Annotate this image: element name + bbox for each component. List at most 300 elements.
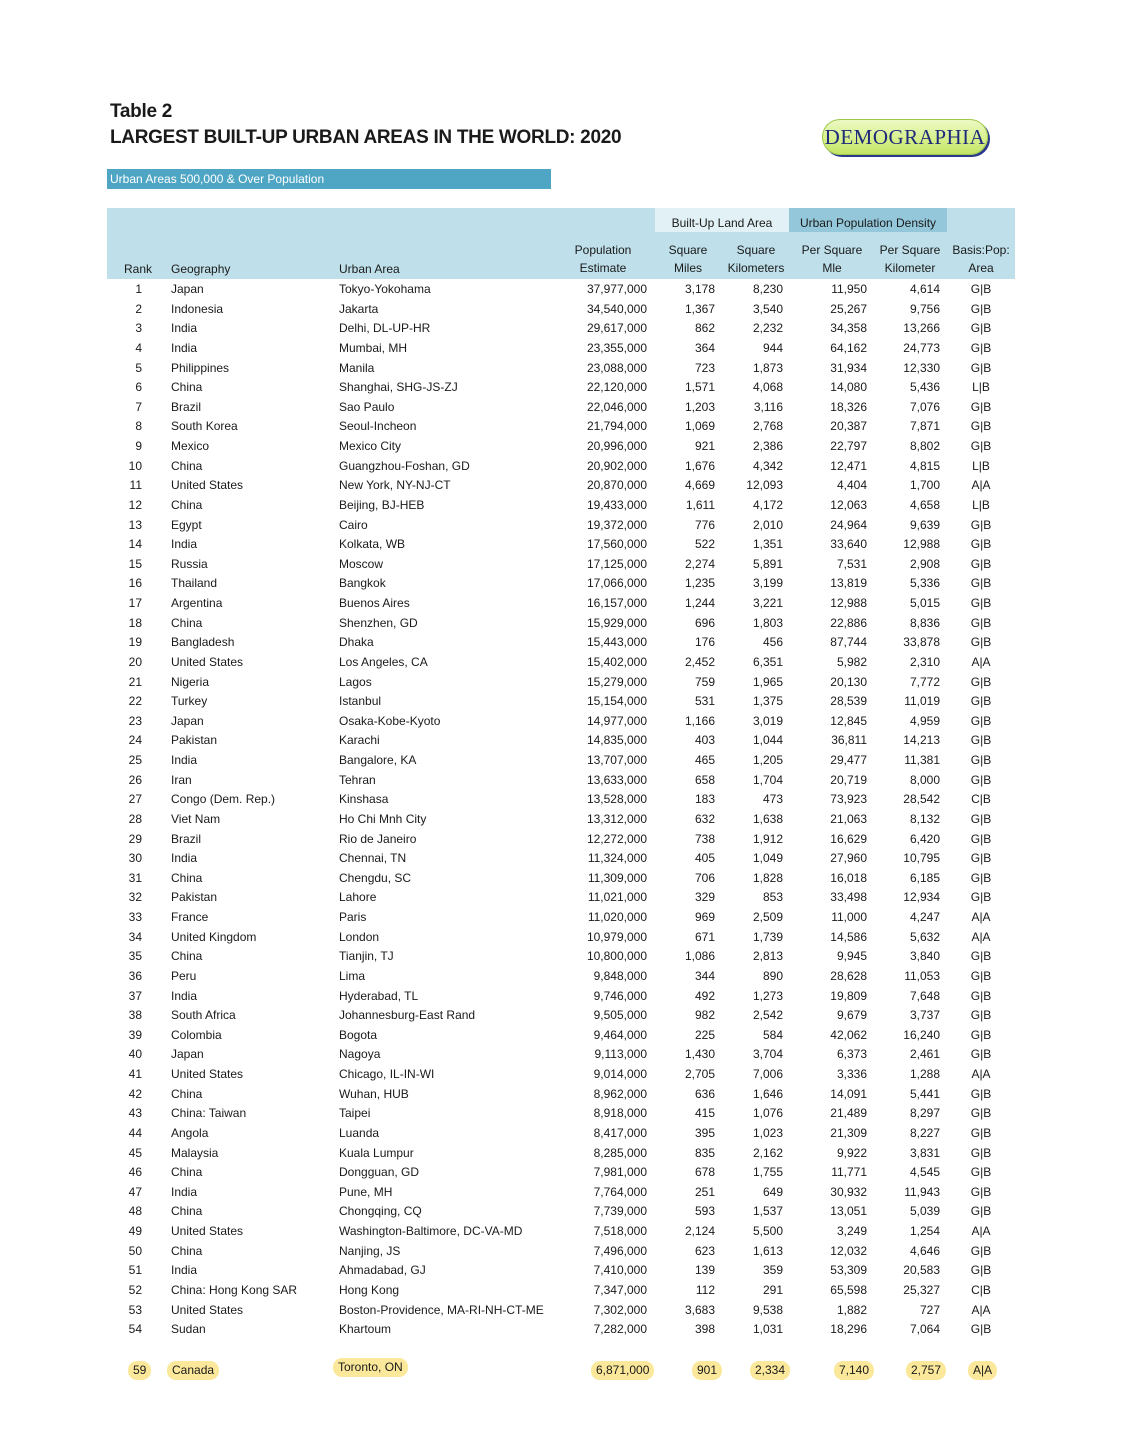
table-row bbox=[0, 594, 1122, 614]
cell-geography: Peru bbox=[171, 968, 197, 983]
cell-square-miles: 344 bbox=[694, 968, 715, 983]
cell-density-km: 13,266 bbox=[903, 321, 940, 336]
cell-density-km: 4,646 bbox=[909, 1243, 940, 1258]
cell-density-km: 6,420 bbox=[909, 831, 940, 846]
cell-geography: China bbox=[171, 1086, 203, 1101]
cell-basis: G|B bbox=[970, 537, 992, 552]
cell-geography: China bbox=[171, 1243, 203, 1258]
cell-square-miles: 112 bbox=[695, 1282, 715, 1297]
cell-square-miles: 492 bbox=[694, 988, 715, 1003]
cell-density-mile: 11,950 bbox=[831, 282, 867, 296]
col-header-square-miles-line2: Miles bbox=[673, 261, 702, 275]
cell-urban-area: London bbox=[339, 929, 380, 944]
cell-urban-area: Chongqing, CQ bbox=[339, 1204, 422, 1219]
cell-density-mile: 12,845 bbox=[830, 713, 867, 728]
cell-population: 9,464,000 bbox=[593, 1027, 647, 1042]
cell-density-km: 6,185 bbox=[909, 870, 940, 885]
cell-density-mile: 3,336 bbox=[836, 1067, 867, 1081]
cell-density-mile: 87,744 bbox=[830, 635, 867, 650]
cell-density-mile: 11,000 bbox=[831, 910, 867, 924]
cell-geography: Philippines bbox=[171, 360, 230, 375]
cell-square-km: 2,813 bbox=[752, 949, 783, 964]
cell-density-mile: 11,771 bbox=[831, 1165, 867, 1180]
cell-geography: South Korea bbox=[171, 419, 238, 434]
table-row bbox=[0, 1124, 1122, 1144]
table-row bbox=[0, 1104, 1122, 1124]
table-row bbox=[0, 319, 1122, 339]
cell-square-miles: 759 bbox=[694, 674, 715, 689]
cell-square-km: 1,044 bbox=[752, 733, 783, 748]
highlight-urban-area: Toronto, ON bbox=[333, 1358, 408, 1377]
cell-geography: Sudan bbox=[171, 1322, 206, 1337]
table-row bbox=[0, 1261, 1122, 1281]
cell-rank: 51 bbox=[128, 1263, 142, 1278]
cell-square-km: 890 bbox=[762, 968, 783, 983]
cell-density-km: 24,773 bbox=[903, 340, 940, 355]
cell-basis: L|B bbox=[972, 380, 990, 395]
table-row bbox=[0, 633, 1122, 653]
cell-rank: 23 bbox=[128, 713, 142, 728]
cell-urban-area: Istanbul bbox=[339, 694, 382, 709]
cell-square-km: 1,049 bbox=[752, 851, 783, 866]
cell-density-km: 4,545 bbox=[909, 1165, 940, 1180]
cell-rank: 16 bbox=[128, 576, 142, 591]
cell-population: 7,764,000 bbox=[593, 1184, 647, 1199]
table-row bbox=[0, 731, 1122, 751]
table-row bbox=[0, 574, 1122, 594]
cell-rank: 20 bbox=[128, 654, 142, 669]
col-header-density-mile-line2: Mle bbox=[822, 261, 842, 275]
cell-basis: G|B bbox=[970, 399, 992, 414]
cell-density-mile: 21,309 bbox=[830, 1125, 867, 1140]
cell-geography: Turkey bbox=[171, 694, 208, 709]
cell-density-km: 5,632 bbox=[909, 929, 940, 944]
col-header-density-km-line2: Kilometer bbox=[884, 261, 936, 275]
cell-density-mile: 20,719 bbox=[830, 772, 867, 787]
cell-geography: Japan bbox=[171, 1047, 204, 1062]
cell-rank: 11 bbox=[129, 478, 142, 493]
cell-basis: G|B bbox=[970, 419, 992, 434]
cell-square-miles: 723 bbox=[694, 360, 715, 375]
cell-density-mile: 14,586 bbox=[830, 929, 867, 944]
cell-basis: G|B bbox=[970, 517, 992, 532]
cell-density-mile: 21,489 bbox=[830, 1106, 867, 1121]
cell-square-km: 1,537 bbox=[752, 1204, 783, 1219]
cell-geography: United Kingdom bbox=[171, 929, 257, 944]
cell-basis: C|B bbox=[971, 1282, 991, 1297]
cell-geography: Viet Nam bbox=[171, 811, 221, 826]
cell-density-mile: 27,960 bbox=[830, 851, 867, 866]
table-row bbox=[0, 830, 1122, 850]
cell-density-km: 7,871 bbox=[909, 419, 940, 434]
cell-square-miles: 3,683 bbox=[684, 1302, 715, 1317]
cell-square-miles: 835 bbox=[694, 1145, 715, 1160]
cell-density-mile: 19,809 bbox=[830, 988, 867, 1003]
table-row bbox=[0, 359, 1122, 379]
cell-density-km: 11,019 bbox=[904, 694, 940, 709]
cell-rank: 30 bbox=[128, 851, 142, 866]
cell-population: 20,996,000 bbox=[586, 439, 647, 453]
cell-basis: G|B bbox=[970, 1184, 992, 1199]
cell-density-mile: 9,679 bbox=[836, 1008, 867, 1023]
table-row bbox=[0, 417, 1122, 437]
cell-urban-area: Kolkata, WB bbox=[339, 537, 406, 552]
table-row bbox=[0, 280, 1122, 300]
cell-rank: 4 bbox=[135, 340, 142, 355]
cell-square-km: 1,646 bbox=[752, 1086, 783, 1101]
cell-population: 9,113,000 bbox=[594, 1047, 647, 1062]
cell-square-miles: 1,676 bbox=[684, 458, 715, 473]
cell-urban-area: Washington-Baltimore, DC-VA-MD bbox=[339, 1224, 523, 1238]
cell-square-km: 584 bbox=[762, 1027, 783, 1042]
cell-square-miles: 225 bbox=[694, 1027, 715, 1042]
cell-geography: India bbox=[171, 1263, 198, 1278]
table-row bbox=[0, 888, 1122, 908]
cell-density-km: 2,461 bbox=[909, 1047, 940, 1062]
cell-urban-area: Tianjin, TJ bbox=[339, 949, 394, 964]
cell-population: 14,977,000 bbox=[586, 713, 647, 728]
cell-square-miles: 329 bbox=[694, 890, 715, 905]
table-row bbox=[0, 1026, 1122, 1046]
cell-square-miles: 623 bbox=[694, 1243, 715, 1258]
cell-geography: China bbox=[171, 497, 203, 512]
cell-square-miles: 1,086 bbox=[684, 949, 715, 964]
cell-urban-area: Shanghai, SHG-JS-ZJ bbox=[339, 380, 458, 395]
cell-density-km: 3,840 bbox=[909, 949, 940, 964]
cell-population: 15,154,000 bbox=[586, 694, 647, 709]
cell-density-km: 5,039 bbox=[909, 1204, 940, 1219]
cell-urban-area: Bangkok bbox=[339, 576, 386, 591]
cell-square-miles: 1,367 bbox=[684, 301, 715, 316]
cell-basis: A|A bbox=[971, 478, 991, 493]
cell-square-km: 2,010 bbox=[752, 517, 783, 532]
cell-square-km: 3,221 bbox=[752, 596, 783, 610]
cell-density-mile: 4,404 bbox=[836, 478, 867, 493]
table-row bbox=[0, 1144, 1122, 1164]
cell-basis: L|B bbox=[972, 458, 990, 473]
cell-geography: Nigeria bbox=[171, 674, 210, 689]
cell-urban-area: Pune, MH bbox=[339, 1184, 393, 1199]
cell-square-km: 1,638 bbox=[752, 811, 783, 826]
col-header-geography: Geography bbox=[171, 262, 231, 276]
cell-density-km: 9,756 bbox=[909, 301, 940, 316]
cell-basis: G|B bbox=[970, 949, 992, 964]
cell-basis: G|B bbox=[970, 439, 992, 453]
cell-population: 11,309,000 bbox=[587, 870, 647, 885]
cell-square-km: 8,230 bbox=[752, 282, 783, 296]
cell-density-km: 12,330 bbox=[903, 360, 940, 375]
cell-square-km: 2,768 bbox=[752, 419, 783, 434]
cell-population: 9,014,000 bbox=[593, 1067, 647, 1081]
cell-square-km: 1,273 bbox=[752, 988, 783, 1003]
cell-square-miles: 776 bbox=[694, 517, 715, 532]
table-row bbox=[0, 1281, 1122, 1301]
cell-geography: India bbox=[171, 340, 198, 355]
cell-population: 8,962,000 bbox=[593, 1086, 647, 1101]
cell-density-mile: 13,819 bbox=[830, 576, 867, 591]
cell-population: 14,835,000 bbox=[586, 733, 647, 748]
cell-density-mile: 12,063 bbox=[830, 497, 867, 512]
cell-square-miles: 636 bbox=[694, 1086, 715, 1101]
cell-geography: United States bbox=[171, 654, 244, 669]
cell-square-miles: 632 bbox=[694, 811, 715, 826]
cell-urban-area: Lima bbox=[339, 968, 366, 983]
cell-rank: 29 bbox=[128, 831, 142, 846]
table-row bbox=[0, 1183, 1122, 1203]
cell-urban-area: Mumbai, MH bbox=[339, 340, 408, 355]
cell-urban-area: Seoul-Incheon bbox=[339, 419, 417, 434]
cell-geography: Thailand bbox=[171, 576, 218, 591]
cell-square-miles: 678 bbox=[694, 1165, 715, 1180]
cell-rank: 24 bbox=[128, 733, 142, 748]
cell-basis: G|B bbox=[970, 360, 992, 375]
cell-population: 15,929,000 bbox=[586, 615, 647, 630]
cell-geography: Angola bbox=[171, 1125, 209, 1140]
cell-density-mile: 12,471 bbox=[830, 458, 867, 473]
cell-population: 7,981,000 bbox=[593, 1165, 647, 1180]
cell-basis: G|B bbox=[970, 1027, 992, 1042]
table-row bbox=[0, 378, 1122, 398]
cell-population: 7,496,000 bbox=[593, 1243, 647, 1258]
table-row bbox=[0, 1320, 1122, 1340]
cell-square-miles: 921 bbox=[694, 439, 715, 453]
cell-urban-area: Dongguan, GD bbox=[339, 1165, 420, 1180]
cell-urban-area: Tokyo-Yokohama bbox=[339, 282, 431, 296]
group-header-land-area: Built-Up Land Area bbox=[655, 208, 789, 232]
cell-density-km: 25,327 bbox=[903, 1282, 940, 1297]
cell-basis: G|B bbox=[970, 1008, 992, 1023]
cell-rank: 12 bbox=[128, 497, 142, 512]
cell-rank: 33 bbox=[128, 910, 142, 924]
cell-urban-area: Lagos bbox=[339, 674, 372, 689]
cell-square-km: 649 bbox=[762, 1184, 783, 1199]
cell-density-km: 8,802 bbox=[909, 439, 940, 453]
cell-urban-area: Guangzhou-Foshan, GD bbox=[339, 458, 470, 473]
cell-square-miles: 1,244 bbox=[684, 596, 715, 610]
cell-density-mile: 9,945 bbox=[836, 949, 867, 964]
cell-square-miles: 3,178 bbox=[684, 282, 715, 296]
table-row bbox=[0, 692, 1122, 712]
cell-rank: 36 bbox=[128, 968, 142, 983]
cell-basis: G|B bbox=[970, 340, 992, 355]
cell-geography: Iran bbox=[171, 772, 192, 787]
cell-geography: Indonesia bbox=[171, 301, 224, 316]
cell-square-miles: 531 bbox=[694, 694, 715, 709]
cell-basis: G|B bbox=[970, 811, 992, 826]
table-row bbox=[0, 1163, 1122, 1183]
cell-density-km: 4,614 bbox=[909, 282, 940, 296]
cell-population: 19,433,000 bbox=[586, 497, 647, 512]
cell-basis: G|B bbox=[970, 753, 992, 767]
highlight-rank: 59 bbox=[128, 1361, 151, 1380]
cell-density-mile: 14,091 bbox=[830, 1086, 867, 1101]
cell-rank: 17 bbox=[128, 596, 142, 610]
cell-square-km: 6,351 bbox=[752, 654, 783, 669]
cell-density-km: 14,213 bbox=[903, 733, 940, 748]
cell-geography: China bbox=[171, 615, 203, 630]
cell-density-km: 5,336 bbox=[909, 576, 940, 591]
cell-density-km: 727 bbox=[919, 1302, 940, 1317]
cell-urban-area: Bangalore, KA bbox=[339, 753, 417, 767]
cell-basis: G|B bbox=[970, 1263, 992, 1278]
table-row bbox=[0, 810, 1122, 830]
cell-basis: G|B bbox=[970, 1106, 992, 1121]
cell-density-mile: 5,982 bbox=[836, 654, 867, 669]
cell-rank: 14 bbox=[128, 537, 142, 552]
cell-square-km: 1,205 bbox=[752, 753, 783, 767]
table-row bbox=[0, 908, 1122, 928]
cell-urban-area: Nanjing, JS bbox=[339, 1243, 401, 1258]
cell-density-mile: 3,249 bbox=[836, 1224, 867, 1238]
cell-basis: G|B bbox=[970, 772, 992, 787]
cell-square-miles: 862 bbox=[694, 321, 715, 336]
cell-population: 9,746,000 bbox=[593, 988, 647, 1003]
cell-rank: 48 bbox=[128, 1204, 142, 1219]
cell-density-mile: 73,923 bbox=[830, 792, 867, 807]
cell-rank: 35 bbox=[128, 949, 142, 964]
cell-density-km: 8,227 bbox=[909, 1125, 940, 1140]
cell-geography: United States bbox=[171, 1067, 244, 1081]
cell-urban-area: Dhaka bbox=[339, 635, 374, 650]
cell-rank: 2 bbox=[135, 301, 142, 316]
cell-density-km: 4,815 bbox=[909, 458, 940, 473]
cell-density-km: 12,988 bbox=[903, 537, 940, 552]
cell-square-km: 1,965 bbox=[752, 674, 783, 689]
cell-basis: G|B bbox=[970, 556, 992, 571]
highlight-basis: A|A bbox=[968, 1361, 997, 1380]
cell-geography: United States bbox=[171, 478, 244, 493]
cell-square-miles: 969 bbox=[694, 910, 715, 924]
cell-urban-area: Johannesburg-East Rand bbox=[339, 1008, 476, 1023]
cell-square-km: 944 bbox=[762, 340, 783, 355]
cell-population: 12,272,000 bbox=[586, 831, 647, 846]
cell-square-miles: 465 bbox=[694, 753, 715, 767]
cell-population: 11,324,000 bbox=[587, 851, 647, 866]
cell-urban-area: Nagoya bbox=[339, 1047, 381, 1062]
cell-geography: India bbox=[171, 1184, 198, 1199]
cell-population: 7,302,000 bbox=[593, 1302, 647, 1317]
cell-rank: 1 bbox=[135, 282, 142, 296]
cell-density-mile: 34,358 bbox=[830, 321, 867, 336]
cell-geography: India bbox=[171, 321, 198, 336]
cell-urban-area: Hyderabad, TL bbox=[339, 988, 419, 1003]
cell-density-mile: 64,162 bbox=[830, 340, 867, 355]
cell-population: 13,528,000 bbox=[586, 792, 647, 807]
cell-square-miles: 1,235 bbox=[684, 576, 715, 591]
cell-rank: 9 bbox=[135, 439, 142, 453]
cell-square-miles: 395 bbox=[694, 1125, 715, 1140]
cell-basis: A|A bbox=[971, 654, 991, 669]
cell-square-km: 3,199 bbox=[752, 576, 783, 591]
cell-population: 7,518,000 bbox=[593, 1224, 647, 1238]
cell-rank: 10 bbox=[128, 458, 142, 473]
cell-rank: 18 bbox=[128, 615, 142, 630]
cell-geography: Japan bbox=[171, 282, 204, 296]
cell-basis: G|B bbox=[970, 988, 992, 1003]
col-header-density-km-line1: Per Square bbox=[879, 243, 941, 257]
cell-geography: China bbox=[171, 458, 203, 473]
cell-density-mile: 42,062 bbox=[830, 1027, 867, 1042]
table-row bbox=[0, 1045, 1122, 1065]
demographia-logo: DEMOGRAPHIA bbox=[822, 119, 988, 155]
cell-density-mile: 7,531 bbox=[836, 556, 867, 571]
cell-geography: China: Taiwan bbox=[171, 1106, 247, 1121]
table-row bbox=[0, 849, 1122, 869]
col-header-population-line1: Population bbox=[574, 243, 632, 257]
cell-square-km: 1,023 bbox=[752, 1125, 783, 1140]
cell-rank: 21 bbox=[128, 674, 142, 689]
cell-square-km: 3,019 bbox=[752, 713, 783, 728]
cell-square-miles: 593 bbox=[694, 1204, 715, 1219]
cell-basis: G|B bbox=[970, 890, 992, 905]
cell-square-miles: 251 bbox=[694, 1184, 715, 1199]
cell-rank: 54 bbox=[128, 1322, 142, 1337]
cell-urban-area: Manila bbox=[339, 360, 375, 375]
cell-geography: Japan bbox=[171, 713, 204, 728]
col-header-population-line2: Estimate bbox=[579, 261, 627, 275]
cell-density-km: 28,542 bbox=[903, 792, 940, 807]
cell-basis: G|B bbox=[970, 968, 992, 983]
page-title: LARGEST BUILT-UP URBAN AREAS IN THE WORLD: 2020 bbox=[110, 127, 622, 148]
cell-population: 15,443,000 bbox=[586, 635, 647, 650]
cell-square-km: 853 bbox=[762, 890, 783, 905]
cell-rank: 31 bbox=[128, 870, 142, 885]
cell-density-km: 8,836 bbox=[909, 615, 940, 630]
cell-square-km: 4,342 bbox=[752, 458, 783, 473]
cell-density-km: 2,310 bbox=[909, 654, 940, 669]
table-row bbox=[0, 437, 1122, 457]
cell-urban-area: New York, NY-NJ-CT bbox=[339, 478, 451, 493]
cell-urban-area: Ho Chi Mnh City bbox=[339, 811, 427, 826]
col-header-square-miles-line1: Square bbox=[668, 243, 708, 257]
cell-square-km: 2,386 bbox=[752, 439, 783, 453]
cell-population: 15,402,000 bbox=[586, 654, 647, 669]
cell-basis: G|B bbox=[970, 1047, 992, 1062]
cell-density-km: 11,943 bbox=[904, 1184, 940, 1199]
cell-square-miles: 696 bbox=[694, 615, 715, 630]
cell-basis: G|B bbox=[970, 713, 992, 728]
cell-population: 7,410,000 bbox=[593, 1263, 647, 1278]
cell-geography: Russia bbox=[171, 556, 208, 571]
cell-square-miles: 2,274 bbox=[684, 556, 715, 571]
cell-density-mile: 33,640 bbox=[830, 537, 867, 552]
cell-square-km: 1,739 bbox=[752, 929, 783, 944]
highlight-density-km: 2,757 bbox=[906, 1361, 946, 1380]
cell-square-km: 2,509 bbox=[752, 910, 783, 924]
cell-geography: Malaysia bbox=[171, 1145, 219, 1160]
cell-square-km: 2,542 bbox=[752, 1008, 783, 1023]
cell-urban-area: Khartoum bbox=[339, 1322, 392, 1337]
highlight-population: 6,871,000 bbox=[591, 1361, 654, 1380]
table-row bbox=[0, 476, 1122, 496]
cell-density-mile: 33,498 bbox=[830, 890, 867, 905]
cell-rank: 15 bbox=[128, 556, 142, 571]
cell-population: 15,279,000 bbox=[586, 674, 647, 689]
cell-square-km: 12,093 bbox=[746, 478, 783, 493]
cell-rank: 25 bbox=[128, 753, 142, 767]
cell-population: 20,902,000 bbox=[586, 458, 647, 473]
cell-geography: Egypt bbox=[171, 517, 202, 532]
cell-rank: 42 bbox=[128, 1086, 142, 1101]
cell-population: 8,285,000 bbox=[593, 1145, 647, 1160]
cell-basis: G|B bbox=[970, 576, 992, 591]
cell-basis: G|B bbox=[970, 1322, 992, 1337]
cell-urban-area: Moscow bbox=[339, 556, 384, 571]
cell-square-km: 4,172 bbox=[752, 497, 783, 512]
cell-density-km: 5,436 bbox=[909, 380, 940, 395]
cell-population: 9,848,000 bbox=[593, 968, 647, 983]
col-header-density-mile-line1: Per Square bbox=[801, 243, 863, 257]
